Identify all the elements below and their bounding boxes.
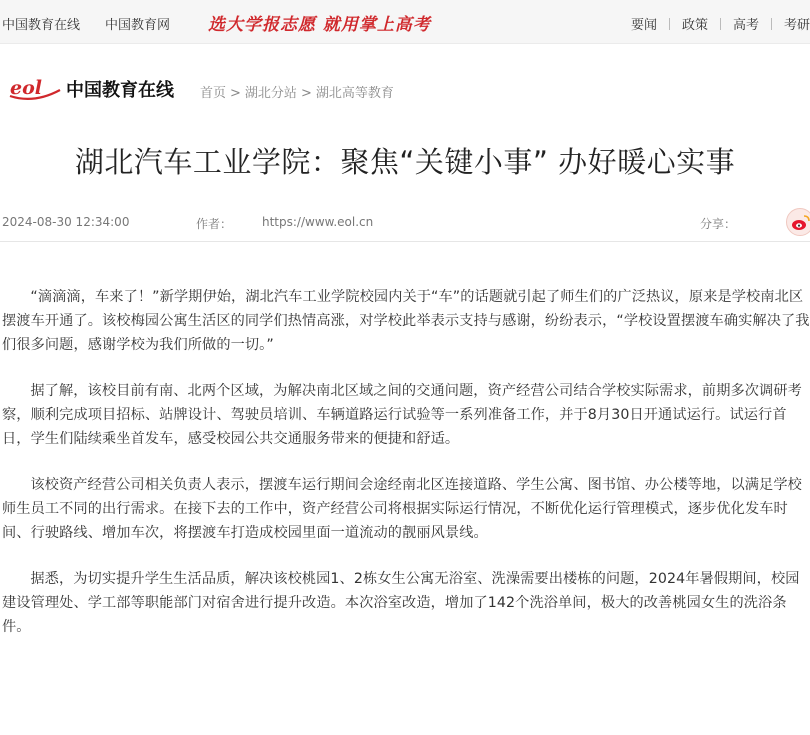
author-label: 作者： xyxy=(196,217,233,231)
eol-logo-icon[interactable] xyxy=(6,74,62,104)
article-meta xyxy=(0,200,810,242)
article-paragraph: “滴滴滴，车来了！”新学期伊始，湖北汽车工业学院校园内关于“车”的话题就引起了师生们的广泛热议，原来是学校南北区摆渡车开通了。该校梅园公寓生活区的同学们热情高涨，对学校此举表示支持与感谢，纷纷表示，“学校设置摆渡车确实解决了我们很多问题，感谢学校为我们所做的一切。” xyxy=(2,289,810,353)
logo-row xyxy=(0,70,810,106)
breadcrumb-hubei[interactable]: 湖北分站 xyxy=(244,86,297,101)
logo-text[interactable]: 中国教育在线 xyxy=(66,80,174,101)
breadcrumb-separator: > xyxy=(230,86,241,101)
article-title: 湖北汽车工业学院：聚焦“关键小事” 办好暖心实事 xyxy=(74,145,736,179)
nav-divider xyxy=(771,18,772,30)
breadcrumb xyxy=(200,82,394,101)
weibo-icon[interactable] xyxy=(786,208,810,236)
article-paragraph: 据了解，该校目前有南、北两个区域，为解决南北区域之间的交通问题，资产经营公司结合学校实际需求，前期多次调研考察，顺利完成项目招标、站牌设计、驾驶员培训、车辆道路运行试验等一系列准备工作，并于8月30日开通试运行。试运行首日，学生们陆续乘坐首发车，感受校园公共交通服务带来的便捷和舒适。 xyxy=(2,383,802,447)
nav-gaokao[interactable]: 高考 xyxy=(732,18,759,33)
slogan-banner[interactable]: 选大学报志愿 就用掌上高考 xyxy=(208,15,431,35)
nav-news[interactable]: 要闻 xyxy=(630,18,657,33)
nav-kaoyan[interactable]: 考研 xyxy=(783,18,810,33)
source-url: https://www.eol.cn xyxy=(262,215,374,229)
article-paragraph: 该校资产经营公司相关负责人表示，摆渡车运行期间会途经南北区连接道路、学生公寓、图书馆、办公楼等地，以满足学校师生员工不同的出行需求。在接下去的工作中，资产经营公司将根据实际运行情况，不断优化运行管理模式，逐步优化发车时间、行驶路线、增加车次，将摆渡车打造成校园里面一道流动的靓丽风景线。 xyxy=(2,477,802,541)
breadcrumb-separator: > xyxy=(300,86,312,101)
logo-mark-text: eol xyxy=(10,77,42,99)
nav-divider xyxy=(669,18,670,30)
breadcrumb-home[interactable]: 首页 xyxy=(200,86,227,101)
top-nav xyxy=(631,14,810,33)
site-name-link[interactable]: 中国教育在线 xyxy=(2,18,81,33)
article-paragraph: 据悉，为切实提升学生生活品质，解决该校桃园1、2栋女生公寓无浴室、洗澡需要出楼栋的问题，2024年暑假期间，校园建设管理处、学工部等职能部门对宿舍进行提升改造。本次浴室改造，增加了142个洗浴单间，极大的改善桃园女生的洗浴条件。 xyxy=(2,571,800,635)
nav-divider xyxy=(720,18,721,30)
top-bar xyxy=(0,0,810,44)
publish-date: 2024-08-30 12:34:00 xyxy=(2,215,130,229)
breadcrumb-higher-edu[interactable]: 湖北高等教育 xyxy=(315,86,394,101)
article-body xyxy=(2,285,810,661)
site-link[interactable]: 中国教育网 xyxy=(105,18,171,33)
share-label: 分享： xyxy=(700,217,737,231)
nav-policy[interactable]: 政策 xyxy=(681,18,708,33)
